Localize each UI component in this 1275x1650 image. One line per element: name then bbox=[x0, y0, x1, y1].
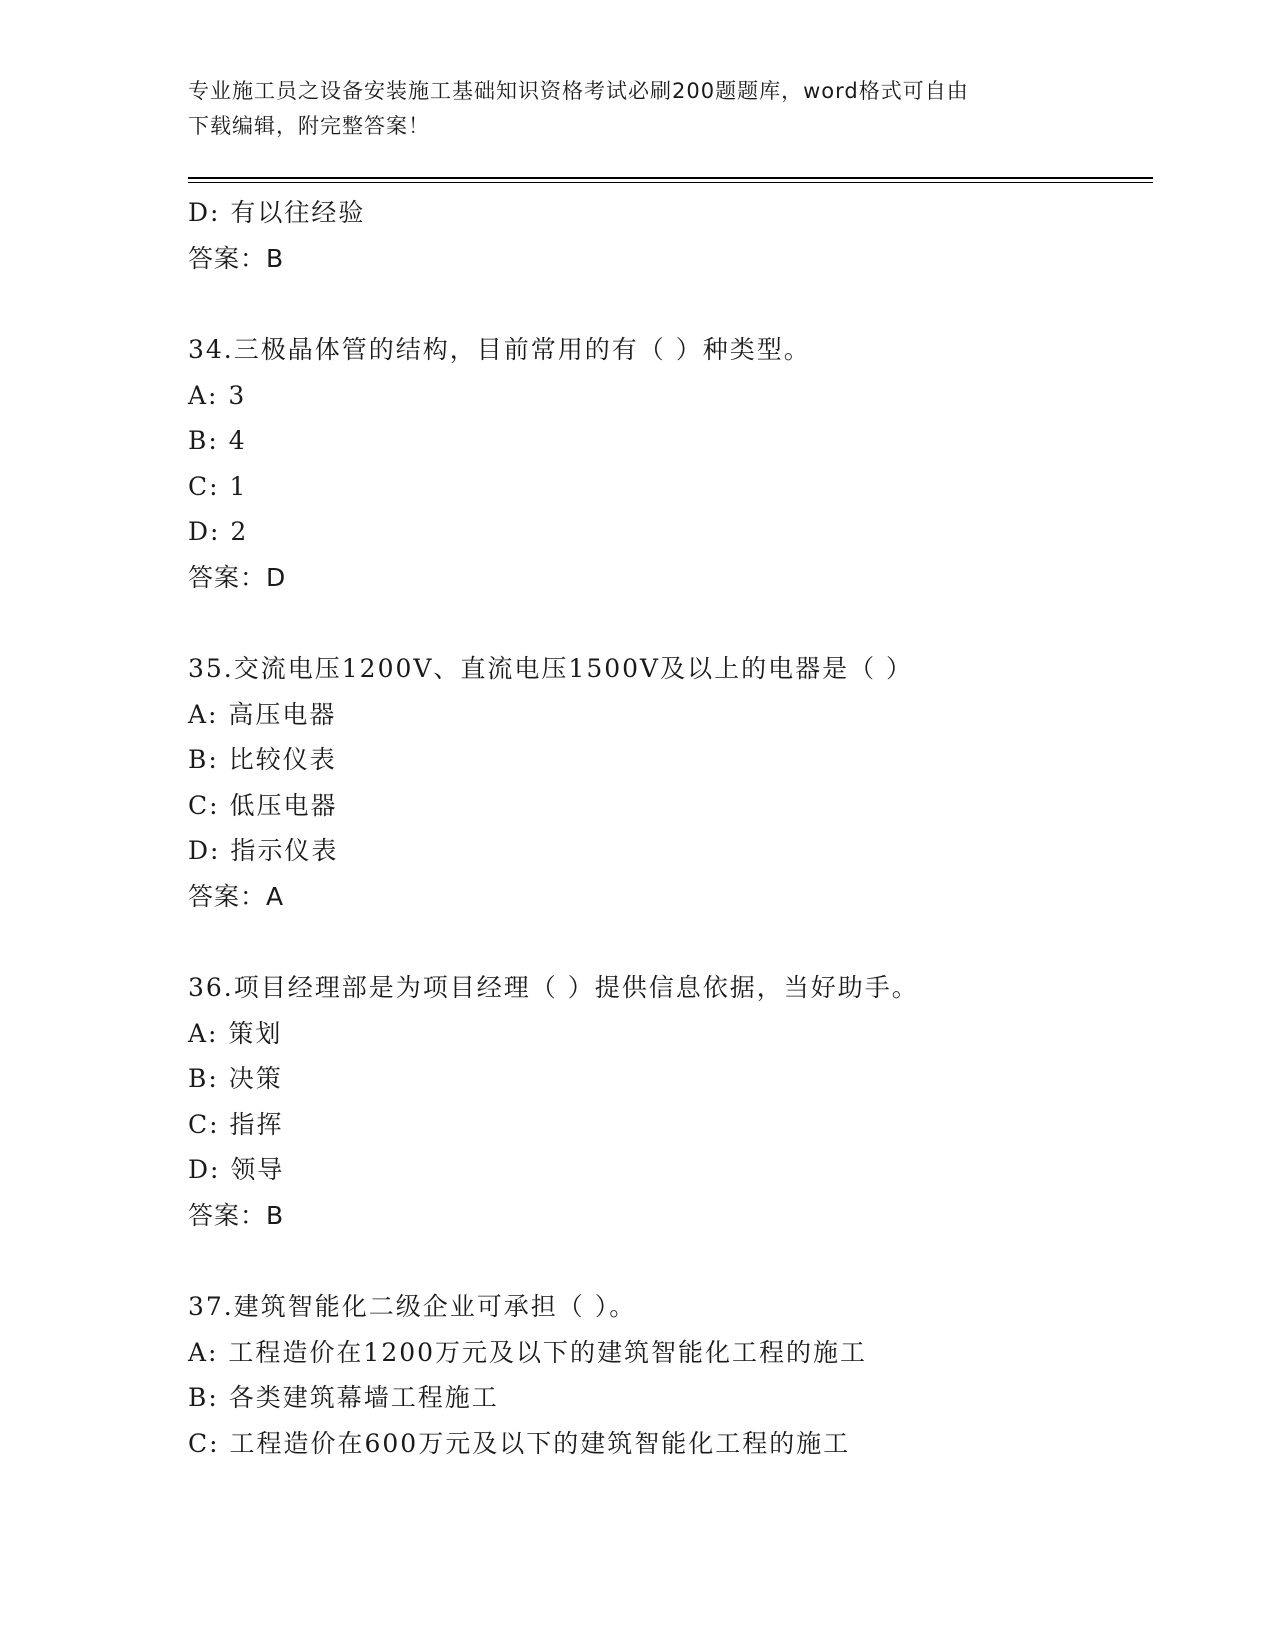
answer-line: 答案：D bbox=[188, 562, 287, 592]
option-a: A: 高压电器 bbox=[188, 699, 337, 729]
option-b: B: 4 bbox=[188, 426, 247, 455]
question-37 bbox=[188, 1284, 1153, 1466]
question-stem: 37.建筑智能化二级企业可承担（ ）。 bbox=[188, 1292, 637, 1321]
question-list bbox=[188, 190, 1153, 1466]
option-d: D: 2 bbox=[188, 517, 249, 546]
header-line-1: 专业施工员之设备安装施工基础知识资格考试必刷200题题库，word格式可自由 bbox=[188, 79, 969, 103]
answer-line: 答案：B bbox=[188, 1200, 285, 1230]
document-header bbox=[188, 74, 1088, 144]
previous-question-tail bbox=[188, 190, 1153, 281]
question-36 bbox=[188, 965, 1153, 1238]
option-b: B: 比较仪表 bbox=[188, 745, 337, 774]
answer-line: 答案：B bbox=[188, 243, 285, 273]
question-35 bbox=[188, 646, 1153, 919]
option-d: D: 领导 bbox=[188, 1155, 285, 1184]
question-stem: 34.三极晶体管的结构，目前常用的有（ ）种类型。 bbox=[188, 335, 811, 364]
header-line-2: 下载编辑，附完整答案！ bbox=[188, 114, 430, 138]
option-b: B: 各类建筑幕墙工程施工 bbox=[188, 1383, 499, 1412]
option-a: A: 3 bbox=[188, 380, 247, 410]
option-c: C: 低压电器 bbox=[188, 790, 338, 820]
question-stem: 35.交流电压1200V、直流电压1500V及以上的电器是（ ） bbox=[188, 654, 914, 683]
option-c: C: 指挥 bbox=[188, 1109, 284, 1139]
question-34 bbox=[188, 327, 1153, 600]
option-d: D: 有以往经验 bbox=[188, 198, 366, 227]
header-divider-thin bbox=[188, 182, 1153, 183]
option-a: A: 工程造价在1200万元及以下的建筑智能化工程的施工 bbox=[188, 1337, 868, 1367]
option-c: C: 1 bbox=[188, 471, 248, 501]
header-divider-thick bbox=[188, 177, 1153, 179]
option-c: C: 工程造价在600万元及以下的建筑智能化工程的施工 bbox=[188, 1428, 851, 1458]
answer-line: 答案：A bbox=[188, 881, 285, 911]
option-a: A: 策划 bbox=[188, 1018, 283, 1048]
option-d: D: 指示仪表 bbox=[188, 836, 339, 865]
question-stem: 36.项目经理部是为项目经理（ ）提供信息依据，当好助手。 bbox=[188, 973, 919, 1002]
option-b: B: 决策 bbox=[188, 1064, 283, 1093]
